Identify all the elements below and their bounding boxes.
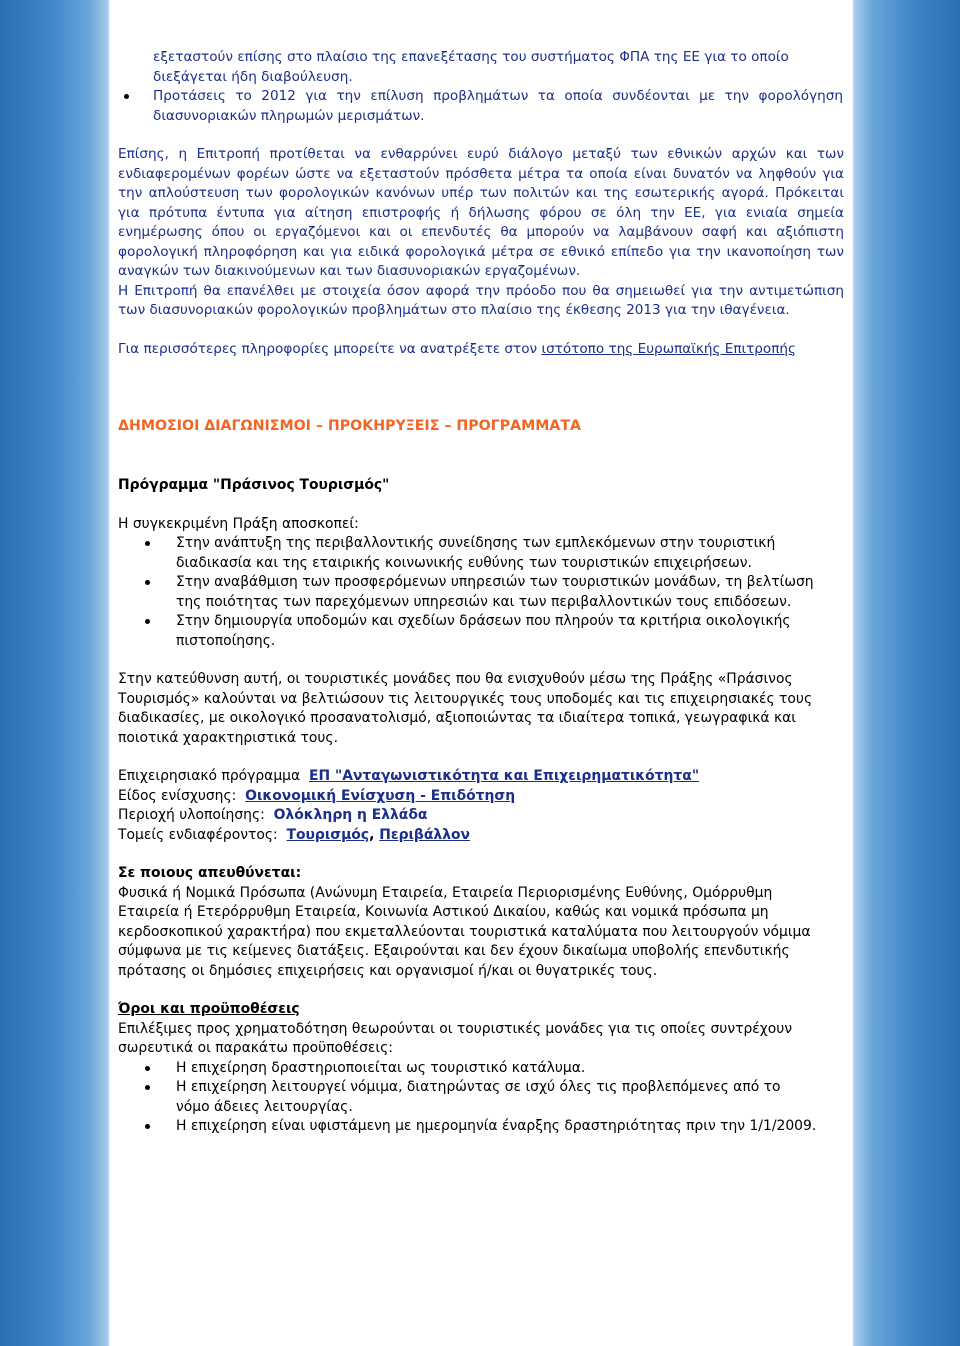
more-info-text: Για περισσότερες πληροφορίες μπορείτε να ανατρέξετε στον	[118, 340, 542, 357]
program-details	[118, 767, 844, 845]
sectors-label: Τομείς ενδιαφέροντος:	[118, 826, 278, 843]
document-page	[110, 0, 852, 1346]
program-title: Πρόγραμμα "Πράσινος Τουρισμός"	[118, 477, 390, 493]
op-row	[118, 767, 844, 787]
document-content	[118, 48, 844, 1137]
list-item: Η επιχείρηση δραστηριοποιείται ως τουριστικό κατάλυμα.	[118, 1059, 818, 1079]
list-item: Στην δημιουργία υποδομών και σχεδίων δράσεων που πληρούν τα κριτήρια οικολογικής πιστοποίησης.	[118, 612, 818, 651]
aims-intro: Η συγκεκριμένη Πράξη αποσκοπεί:	[118, 515, 359, 532]
program-body	[118, 515, 844, 1137]
list-item: Στην ανάπτυξη της περιβαλλοντικής συνείδησης των εμπλεκόμενων στην τουριστική διαδικασία και της εταιρικής κοινωνικής ευθύνης των τουριστικών επιχειρήσεων.	[118, 534, 818, 573]
audience-heading: Σε ποιους απευθύνεται:	[118, 865, 302, 881]
more-info-paragraph	[118, 340, 844, 360]
audience-paragraph: Φυσικά ή Νομικά Πρόσωπα (Ανώνυμη Εταιρεία, Εταιρεία Περιορισμένης Ευθύνης, Ομόρρυθμη Εταιρεία ή Ετερόρρυθμη Εταιρεία, Κοινωνία Αστικού Δικαίου, καθώς και νομικά πρόσωπα μη κερδοσκοπικού χαρακτήρα) που εκμεταλλεύονται τουριστικά καταλύματα που λειτουργούν νόμιμα σύμφωνα με τις κείμενες διατάξεις. Εξαιρούνται και δεν έχουν δικαίωμα υποβολής επενδυτικής πρότασης οι δημόσιες επιχειρήσεις και οργανισμοί ή/και οι θυγατρικές τους.	[118, 884, 811, 979]
intro-paragraph: Επίσης, η Επιτροπή προτίθεται να ενθαρρύνει ευρύ διάλογο μεταξύ των εθνικών αρχών και των ενδιαφερομένων φορέων ώστε να εξεταστούν πρόσθετα μέτρα τα οποία είναι δυνατόν να ληφθούν για την απλούστευση των φορολογικών κανόνων υπέρ των πολιτών και της εσωτερικής αγορά. Πρόκειται για πρότυπα έντυπα για αίτηση επιστροφής ή δήλωσης φόρου σε όλη την ΕΕ, για ενιαία σημεία ενημέρωσης όπου οι εργαζόμενοι και οι επενδυτές θα μπορούν να λαμβάνουν σαφή και αξιόπιστη φορολογική πληροφόρηση και για ειδικά φορολογικά μέτρα σε εθνικό επίπεδο για την ικανοποίηση των αναγκών των διακινούμενων και των διασυνοριακών εργαζομένων.	[118, 146, 844, 279]
op-link[interactable]: ΕΠ "Ανταγωνιστικότητα και Επιχειρηματικότητα"	[309, 768, 700, 784]
sector-separator: ,	[369, 826, 380, 843]
terms-intro: Επιλέξιμες προς χρηματοδότηση θεωρούνται οι τουριστικές μονάδες για τις οποίες συντρέχουν σωρευτικά οι παρακάτω προϋποθέσεις:	[118, 1020, 793, 1056]
commission-website-link[interactable]: ιστότοπο της Ευρωπαϊκής Επιτροπής	[541, 340, 797, 357]
intro-bullet-list	[118, 87, 843, 126]
sectors-row	[118, 826, 844, 846]
op-label: Επιχειρησιακό πρόγραμμα	[118, 768, 301, 784]
list-item: Η επιχείρηση είναι υφιστάμενη με ημερομηνία έναρξης δραστηριότητας πριν την 1/1/2009.	[118, 1117, 818, 1137]
sector-tourism-link[interactable]: Τουρισμός	[286, 826, 370, 843]
aims-list	[118, 534, 818, 651]
sector-environment-link[interactable]: Περιβάλλον	[379, 826, 471, 843]
followup-paragraph: Η Επιτροπή θα επανέλθει με στοιχεία όσον αφορά την πρόοδο που θα σημειωθεί για την αντιμετώπιση των διασυνοριακών φορολογικών προβλημάτων στο πλαίσιο της έκθεσης 2013 για την ιθαγένεια.	[118, 282, 844, 318]
direction-paragraph: Στην κατεύθυνση αυτή, οι τουριστικές μονάδες που θα ενισχυθούν μέσω της Πράξης «Πράσινος Τουρισμός» καλούνται να βελτιώσουν τις λειτουργικές τους υποδομές και τις επιχειρησιακές τους διαδικασίες, με οικολογικό προσανατολισμό, αξιοποιώντας τα ιδιαίτερα τοπικά, γεωγραφικά και ποιοτικά χαρακτηριστικά τους.	[118, 671, 813, 746]
list-item: Η επιχείρηση λειτουργεί νόμιμα, διατηρώντας σε ισχύ όλες τις προβλεπόμενες από το νόμο άδειες λειτουργίας.	[118, 1078, 818, 1117]
support-label: Είδος ενίσχυσης:	[118, 787, 237, 804]
continued-text: εξεταστούν επίσης στο πλαίσιο της επανεξέτασης του συστήματος ΦΠΑ της ΕΕ για το οποίο διεξάγεται ήδη διαβούλευση.	[153, 49, 789, 85]
area-label: Περιοχή υλοποίησης:	[118, 807, 265, 823]
terms-list	[118, 1059, 818, 1137]
area-row	[118, 806, 844, 826]
section-heading: ΔΗΜΟΣΙΟΙ ΔΙΑΓΩΝΙΣΜΟΙ – ΠΡΟΚΗΡΥΞΕΙΣ – ΠΡΟΓΡΑΜΜΑΤΑ	[118, 418, 581, 434]
area-value: Ολόκληρη η Ελλάδα	[273, 807, 428, 823]
support-link[interactable]: Οικονομική Ενίσχυση - Επιδότηση	[245, 787, 516, 804]
list-item: Στην αναβάθμιση των προσφερόμενων υπηρεσιών των τουριστικών μονάδων, τη βελτίωση της ποιότητας των παρεχόμενων υπηρεσιών και των περιβαλλοντικών τους επιδόσεων.	[118, 573, 818, 612]
list-item: Προτάσεις το 2012 για την επίλυση προβλημάτων τα οποία συνδέονται με την φορολόγηση διασυνοριακών πληρωμών μερισμάτων.	[118, 87, 843, 126]
terms-heading: Όροι και προϋποθέσεις	[118, 1001, 300, 1017]
support-row	[118, 787, 844, 807]
